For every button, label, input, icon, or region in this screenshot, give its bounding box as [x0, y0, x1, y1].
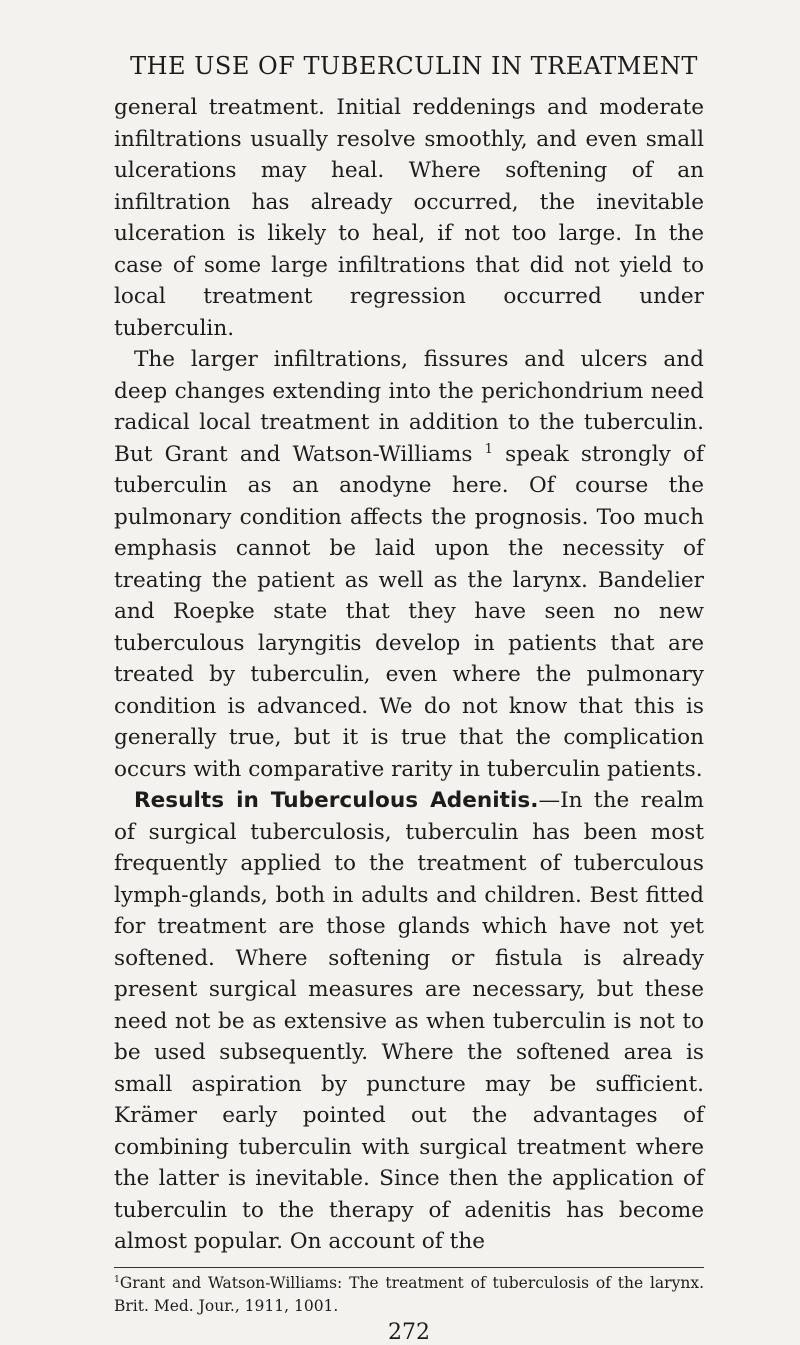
paragraph-2-text-a: The larger infiltrations, fissures and ulcers and deep changes extending into the perichondrium need radical local treatment in addition to the tuberculin. But Grant and Watson-Williams [114, 347, 704, 467]
page-number: 272 [388, 1319, 430, 1345]
paragraph-2 [114, 344, 704, 785]
body-text [114, 92, 704, 1258]
footnote [114, 1272, 704, 1318]
running-head: THE USE OF TUBERCULIN IN TREATMENT [130, 52, 698, 80]
footnote-text: Grant and Watson-Williams: The treatment of tuberculosis of the larynx. Brit. Med. Jour., 1911, 1001. [114, 1273, 704, 1315]
paragraph-1: general treatment. Initial reddenings and moderate infiltrations usually resolve smoothly, and even small ulcerations may heal. Where softening of an infiltration has already occurred, the inevitable ulceration is likely to heal, if not too large. In the case of some large infiltrations that did not yield to local treatment regression occurred under tuberculin. [114, 95, 704, 341]
paragraph-2-text-b: speak strongly of tuberculin as an anodyne here. Of course the pulmonary condition affects the prognosis. Too much emphasis cannot be laid upon the necessity of treating the patient as well as the larynx. Bandelier and Roepke state that they have seen no new tuberculous laryngitis develop in patients that are treated by tuberculin, even where the pulmonary condition is advanced. We do not know that this is generally true, but it is true that the complication occurs with comparative rarity in tuberculin patients. [114, 441, 704, 782]
paragraph-3-text: —In the realm of surgical tuberculosis, tuberculin has been most frequently applied to the treatment of tuberculous lymph-glands, both in adults and children. Best fitted for treatment are those glands which have not yet softened. Where softening or fistula is already present surgical measures are necessary, but these need not be as extensive as when tuberculin is not to be used subsequently. Where the softened area is small aspiration by puncture may be sufficient. Krämer early pointed out the advantages of combining tuberculin with surgical treatment where the latter is inevitable. Since then the application of tuberculin to the therapy of adenitis has become almost popular. On account of the [114, 788, 704, 1254]
section-heading: Results in Tuberculous Adenitis. [134, 788, 539, 813]
footnote-rule [114, 1267, 704, 1268]
footnote-marker: 1 [114, 1273, 120, 1285]
paragraph-3 [114, 785, 704, 1258]
footnote-reference: 1 [484, 441, 493, 457]
